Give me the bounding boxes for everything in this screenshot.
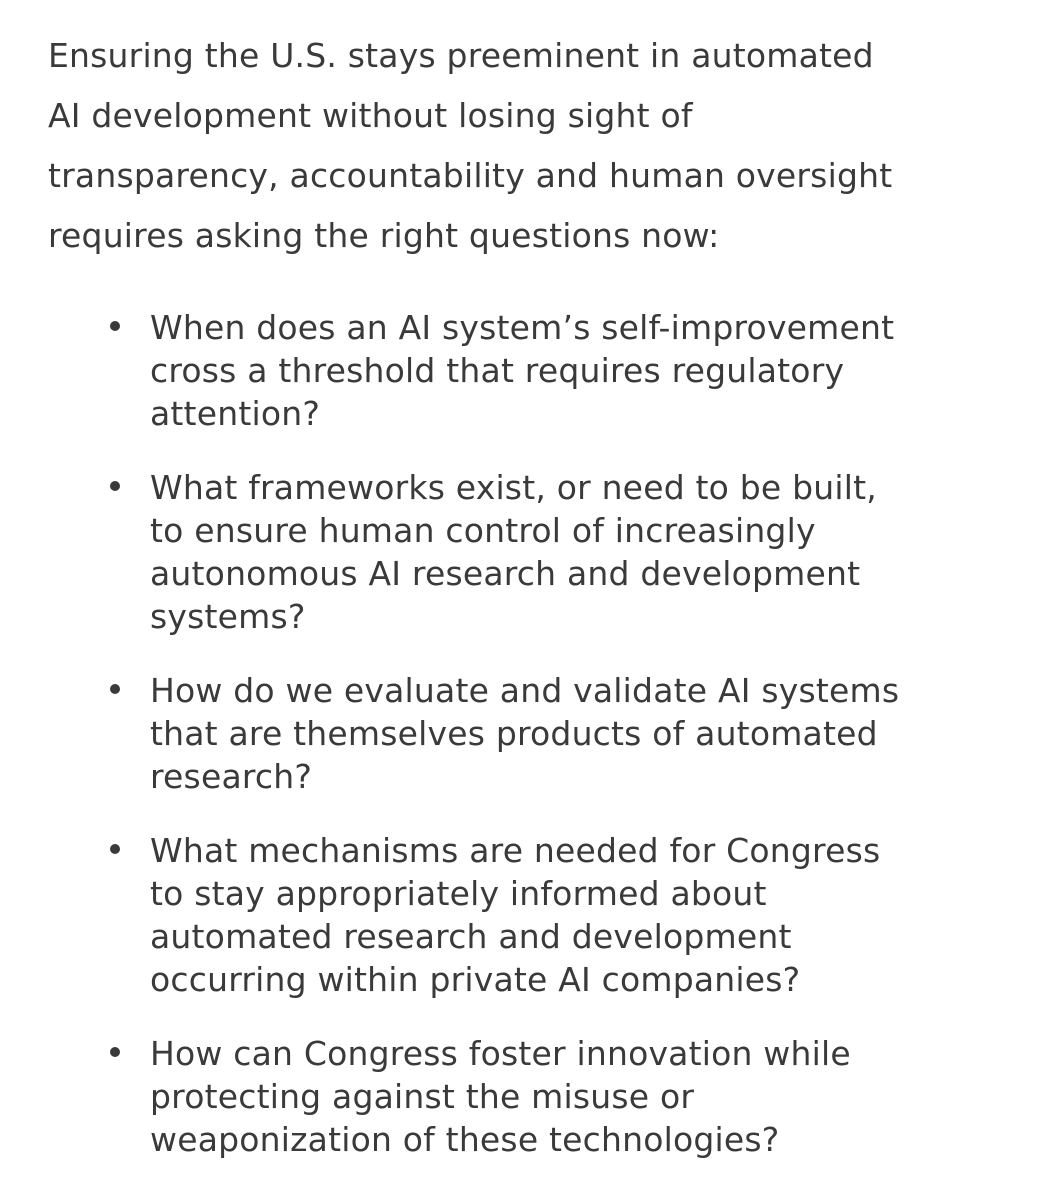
bullet-icon: [110, 684, 120, 694]
bullet-icon: [110, 1047, 120, 1057]
list-item: [48, 829, 998, 1001]
bullet-icon: [110, 321, 120, 331]
list-item: [48, 1032, 998, 1161]
list-item: [48, 669, 998, 798]
list-item: [48, 306, 998, 435]
list-item: [48, 466, 998, 638]
question-text: How can Congress foster innovation while protecting against the misuse or weaponization of these technologies?: [150, 1034, 851, 1159]
question-text: What mechanisms are needed for Congress to stay appropriately informed about automated research and development occurring within private AI companies?: [150, 831, 881, 999]
bullet-icon: [110, 844, 120, 854]
bullet-icon: [110, 481, 120, 491]
question-text: When does an AI system’s self-improvement cross a threshold that requires regulatory attention?: [150, 308, 895, 433]
questions-list: [48, 306, 998, 1161]
question-text: What frameworks exist, or need to be built, to ensure human control of increasingly autonomous AI research and development systems?: [150, 468, 877, 636]
question-text: How do we evaluate and validate AI systems that are themselves products of automated research?: [150, 671, 900, 796]
intro-paragraph: Ensuring the U.S. stays preeminent in automated AI development without losing sight of transparency, accountability and human oversight requires asking the right questions now:: [48, 36, 893, 255]
